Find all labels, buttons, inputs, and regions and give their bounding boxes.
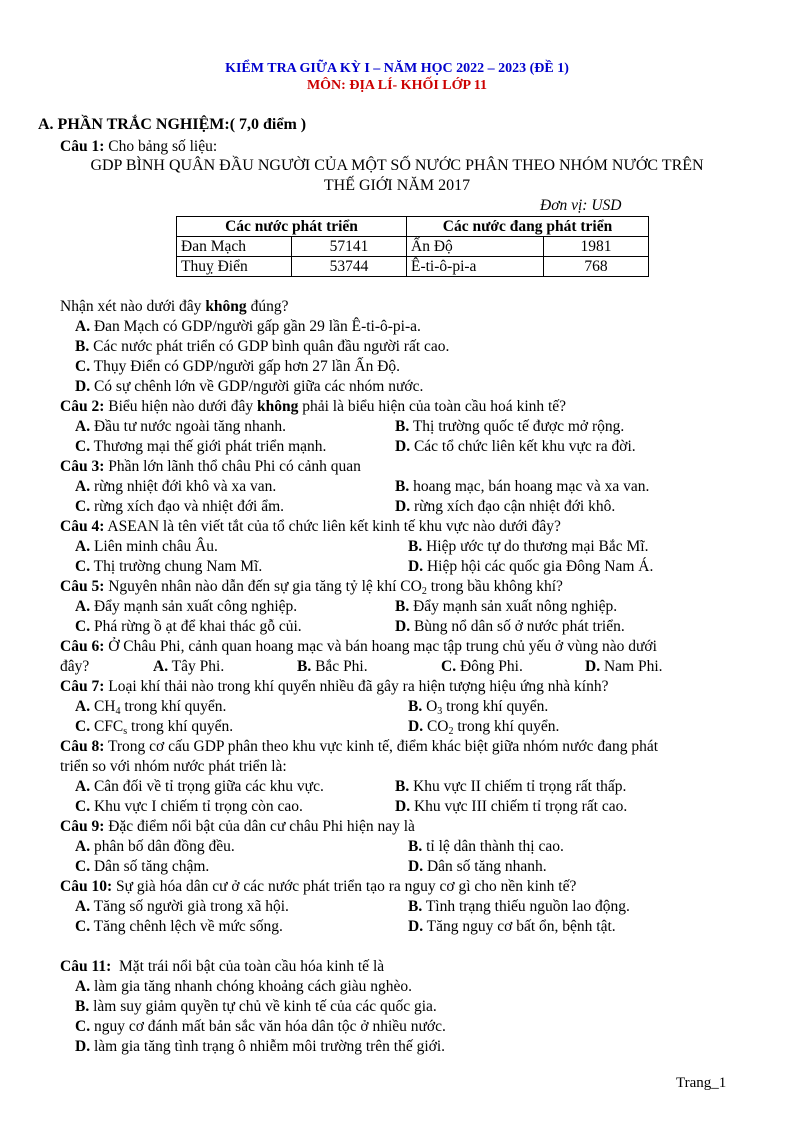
option-letter: C. (75, 618, 91, 635)
question-7-stem (60, 678, 608, 696)
option-text: Dân số tăng chậm. (90, 858, 210, 875)
option-letter: C. (75, 798, 91, 815)
table-cell: Ấn Độ (407, 237, 544, 257)
subscript: 2 (448, 726, 454, 737)
option-text: Thương mại thế giới phát triển mạnh. (90, 438, 327, 455)
q11-option-c[interactable] (75, 1018, 446, 1036)
option-letter: C. (75, 498, 91, 515)
q9-option-a[interactable] (75, 838, 235, 856)
q7-option-c[interactable] (75, 718, 233, 736)
q5-option-b[interactable] (395, 598, 617, 616)
q8-option-b[interactable] (395, 778, 626, 796)
option-letter: C. (75, 358, 91, 375)
option-text: Tình trạng thiếu nguồn lao động. (422, 898, 630, 915)
option-letter: C. (75, 718, 91, 735)
option-letter: A. (153, 658, 169, 675)
question-label: Câu 7: (60, 678, 105, 695)
option-text: Tây Phi. (168, 658, 225, 675)
option-text: rừng xích đạo cận nhiệt đới khô. (410, 498, 616, 515)
question-text: ASEAN là tên viết tắt của tổ chức liên kết kinh tế khu vực nào dưới đây? (104, 518, 561, 535)
option-letter: D. (395, 618, 411, 635)
question-text: trong bầu không khí? (426, 578, 563, 595)
option-text: Hiệp ước tự do thương mại Bắc Mĩ. (422, 538, 649, 555)
table-unit: Đơn vị: USD (540, 197, 622, 214)
option-letter: D. (395, 438, 411, 455)
option-letter: A. (75, 838, 91, 855)
subscript: 3 (437, 706, 443, 717)
question-label: Câu 9: (60, 818, 105, 835)
option-text: làm suy giảm quyền tự chủ về kinh tế của các quốc gia. (89, 998, 437, 1015)
option-text: làm gia tăng nhanh chóng khoảng cách giàu nghèo. (90, 978, 413, 995)
option-text: làm gia tăng tình trạng ô nhiễm môi trường trên thế giới. (90, 1038, 446, 1055)
option-text: trong khí quyển. (120, 698, 227, 715)
table-cell: 53744 (292, 257, 407, 277)
option-text: Dân số tăng nhanh. (423, 858, 547, 875)
option-letter: C. (441, 658, 457, 675)
option-letter: D. (75, 1038, 91, 1055)
option-letter: A. (75, 978, 91, 995)
question-text: Ở Châu Phi, cảnh quan hoang mạc và bán hoang mạc tập trung chủ yếu ở vùng nào dưới (104, 638, 657, 655)
option-text: Tăng chênh lệch về mức sống. (90, 918, 283, 935)
q3-option-a[interactable] (75, 478, 276, 496)
q5-option-d[interactable] (395, 618, 625, 636)
prompt-emphasis: không (205, 298, 247, 315)
option-text: CFC (90, 718, 124, 735)
table-cell: 1981 (544, 237, 649, 257)
q1-option-b[interactable] (75, 338, 449, 356)
table-cell: Thuỵ Điển (177, 257, 292, 277)
exam-title: KIỂM TRA GIỮA KỲ I – NĂM HỌC 2022 – 2023 (ĐỀ 1) (225, 61, 569, 76)
q11-option-a[interactable] (75, 978, 412, 996)
option-text: CH (90, 698, 116, 715)
question-label: Câu 8: (60, 738, 105, 755)
option-text: Nam Phi. (600, 658, 663, 675)
option-letter: B. (297, 658, 312, 675)
option-letter: B. (395, 778, 410, 795)
q2-option-b[interactable] (395, 418, 624, 436)
option-letter: B. (408, 898, 423, 915)
option-letter: B. (408, 838, 423, 855)
option-text: Khu vực III chiếm tỉ trọng rất cao. (410, 798, 628, 815)
option-text: Hiệp hội các quốc gia Đông Nam Á. (423, 558, 654, 575)
table-row (177, 237, 649, 257)
option-text: rừng xích đạo và nhiệt đới ẩm. (90, 498, 285, 515)
gdp-table (176, 216, 649, 277)
option-text: Các nước phát triển có GDP bình quân đầu người rất cao. (89, 338, 450, 355)
q1-option-d[interactable] (75, 378, 423, 396)
question-text: phải là biểu hiện của toàn cầu hoá kinh tế? (298, 398, 567, 415)
table-title-line-1: GDP BÌNH QUÂN ĐẦU NGƯỜI CỦA MỘT SỐ NƯỚC PHÂN THEO NHÓM NƯỚC TRÊN (90, 157, 704, 174)
q10-option-b[interactable] (408, 898, 630, 916)
option-letter: A. (75, 418, 91, 435)
option-text: phân bố dân đồng đều. (90, 838, 235, 855)
option-text: Đan Mạch có GDP/người gấp gần 29 lần Ê-ti-ô-pi-a. (90, 318, 421, 335)
option-letter: B. (395, 478, 410, 495)
question-5-stem (60, 578, 563, 596)
subscript: 2 (421, 586, 427, 597)
q4-option-b[interactable] (408, 538, 649, 556)
q1-option-c[interactable] (75, 358, 400, 376)
option-letter: D. (408, 718, 424, 735)
question-label: Câu 6: (60, 638, 105, 655)
question-label: Câu 4: (60, 518, 105, 535)
q8-option-c[interactable] (75, 798, 303, 816)
table-cell: Ê-ti-ô-pi-a (407, 257, 544, 277)
option-text: Liên minh châu Âu. (90, 538, 218, 555)
subject-title: MÔN: ĐỊA LÍ- KHỐI LỚP 11 (306, 78, 488, 93)
option-letter: D. (408, 558, 424, 575)
option-letter: A. (75, 318, 91, 335)
question-11-stem (60, 958, 384, 976)
question-label: Câu 10: (60, 878, 113, 895)
option-text: trong khí quyển. (442, 698, 549, 715)
option-letter: C. (75, 918, 91, 935)
option-letter: A. (75, 898, 91, 915)
q11-option-b[interactable] (75, 998, 437, 1016)
q3-option-b[interactable] (395, 478, 649, 496)
question-6-stem (60, 638, 657, 656)
question-3-stem (60, 458, 361, 476)
question-label: Câu 5: (60, 578, 105, 595)
option-letter: B. (395, 418, 410, 435)
table-row (177, 257, 649, 277)
option-letter: B. (395, 598, 410, 615)
table-title-line-2: THẾ GIỚI NĂM 2017 (323, 177, 471, 194)
option-text: Khu vực II chiếm tỉ trọng rất thấp. (409, 778, 627, 795)
q5-option-a[interactable] (75, 598, 297, 616)
table-cell: Đan Mạch (177, 237, 292, 257)
question-label: Câu 11: (60, 958, 112, 975)
page-number: Trang_1 (676, 1075, 727, 1091)
q4-option-c[interactable] (75, 558, 262, 576)
header-developed: Các nước phát triển (177, 217, 407, 237)
subscript: 4 (115, 706, 121, 717)
option-text: trong khí quyển. (127, 718, 234, 735)
option-text: Bùng nổ dân số ở nước phát triển. (410, 618, 625, 635)
question-2-stem (60, 398, 566, 416)
option-letter: B. (75, 998, 90, 1015)
option-letter: A. (75, 698, 91, 715)
question-1-stem (60, 138, 217, 156)
option-letter: D. (395, 498, 411, 515)
question-10-stem (60, 878, 576, 896)
q2-option-c[interactable] (75, 438, 326, 456)
option-text: CO (423, 718, 449, 735)
option-text: hoang mạc, bán hoang mạc và xa van. (409, 478, 650, 495)
option-text: Các tổ chức liên kết khu vực ra đời. (410, 438, 636, 455)
option-letter: C. (75, 858, 91, 875)
question-label: Câu 1: (60, 138, 105, 155)
question-6-continuation: đây? (60, 658, 90, 675)
q4-option-d[interactable] (408, 558, 653, 576)
option-text: Phá rừng ồ ạt để khai thác gỗ củi. (90, 618, 302, 635)
q8-option-d[interactable] (395, 798, 627, 816)
question-text: Nguyên nhân nào dẫn đến sự gia tăng tỷ lệ khí CO (104, 578, 422, 595)
option-text: Thị trường quốc tế được mở rộng. (409, 418, 625, 435)
q6-option-b[interactable] (297, 658, 368, 676)
option-letter: D. (408, 918, 424, 935)
question-text: Mặt trái nổi bật của toàn cầu hóa kinh tế là (111, 958, 385, 975)
q9-option-b[interactable] (408, 838, 564, 856)
question-text: Phần lớn lãnh thổ châu Phi có cảnh quan (104, 458, 361, 475)
q3-option-d[interactable] (395, 498, 615, 516)
q7-option-b[interactable] (408, 698, 548, 716)
prompt-text: đúng? (246, 298, 289, 315)
question-1-prompt (60, 298, 288, 316)
question-8-stem (60, 738, 658, 756)
q6-option-c[interactable] (441, 658, 523, 676)
option-text: trong khí quyển. (453, 718, 560, 735)
option-letter: B. (408, 698, 423, 715)
option-letter: A. (75, 598, 91, 615)
option-letter: B. (75, 338, 90, 355)
option-text: Thụy Điển có GDP/người gấp hơn 27 lần Ấn Độ. (90, 358, 401, 375)
option-letter: C. (75, 1018, 91, 1035)
question-9-stem (60, 818, 415, 836)
q11-option-d[interactable] (75, 1038, 445, 1056)
option-text: Khu vực I chiếm tỉ trọng còn cao. (90, 798, 303, 815)
q9-option-c[interactable] (75, 858, 209, 876)
q8-option-a[interactable] (75, 778, 324, 796)
option-letter: A. (75, 478, 91, 495)
option-letter: D. (75, 378, 91, 395)
q7-option-d[interactable] (408, 718, 559, 736)
section-heading: A. PHẦN TRẮC NGHIỆM:( 7,0 điểm ) (38, 116, 307, 133)
option-text: Thị trường chung Nam Mĩ. (90, 558, 263, 575)
option-text: Đẩy mạnh sản xuất nông nghiệp. (409, 598, 618, 615)
question-text: Đặc điểm nổi bật của dân cư châu Phi hiện nay là (104, 818, 415, 835)
option-letter: C. (75, 438, 91, 455)
question-text: Trong cơ cấu GDP phân theo khu vực kinh tế, điểm khác biệt giữa nhóm nước đang phát (104, 738, 659, 755)
header-developing: Các nước đang phát triển (407, 217, 649, 237)
question-emphasis: không (256, 398, 299, 415)
q10-option-d[interactable] (408, 918, 616, 936)
option-text: tỉ lệ dân thành thị cao. (422, 838, 564, 855)
question-label: Câu 2: (60, 398, 105, 415)
option-text: Tăng số người già trong xã hội. (90, 898, 289, 915)
table-header-row (177, 217, 649, 237)
question-text: Loại khí thải nào trong khí quyển nhiều đã gây ra hiện tượng hiệu ứng nhà kính? (104, 678, 609, 695)
q6-option-d[interactable] (585, 658, 663, 676)
q6-option-a[interactable] (153, 658, 224, 676)
option-text: Đầu tư nước ngoài tăng nhanh. (90, 418, 286, 435)
question-4-stem (60, 518, 561, 536)
option-letter: B. (408, 538, 423, 555)
option-letter: A. (75, 778, 91, 795)
q1-option-a[interactable] (75, 318, 421, 336)
option-text: Có sự chênh lớn về GDP/người giữa các nhóm nước. (90, 378, 424, 395)
q4-option-a[interactable] (75, 538, 218, 556)
q9-option-d[interactable] (408, 858, 547, 876)
option-text: Đẩy mạnh sản xuất công nghiệp. (90, 598, 298, 615)
option-letter: A. (75, 538, 91, 555)
option-text: nguy cơ đánh mất bản sắc văn hóa dân tộc ở nhiều nước. (90, 1018, 446, 1035)
option-letter: C. (75, 558, 91, 575)
q10-option-c[interactable] (75, 918, 283, 936)
q10-option-a[interactable] (75, 898, 289, 916)
q5-option-c[interactable] (75, 618, 302, 636)
q2-option-d[interactable] (395, 438, 636, 456)
option-letter: D. (408, 858, 424, 875)
option-text: Tăng nguy cơ bất ổn, bệnh tật. (423, 918, 616, 935)
question-text: Biểu hiện nào dưới đây (104, 398, 257, 415)
question-8-continuation: triển so với nhóm nước phát triển là: (60, 758, 287, 775)
question-label: Câu 3: (60, 458, 105, 475)
table-cell: 57141 (292, 237, 407, 257)
option-text: rừng nhiệt đới khô và xa van. (90, 478, 277, 495)
question-text: Cho bảng số liệu: (104, 138, 218, 155)
option-text: Bắc Phi. (311, 658, 368, 675)
question-text: Sự già hóa dân cư ở các nước phát triển tạo ra nguy cơ gì cho nền kinh tế? (112, 878, 577, 895)
q7-option-a[interactable] (75, 698, 226, 716)
option-letter: D. (585, 658, 601, 675)
prompt-text: Nhận xét nào dưới đây (60, 298, 206, 315)
q3-option-c[interactable] (75, 498, 284, 516)
option-text: Đông Phi. (456, 658, 523, 675)
q2-option-a[interactable] (75, 418, 286, 436)
option-text: Cân đối về tỉ trọng giữa các khu vực. (90, 778, 324, 795)
option-text: O (422, 698, 438, 715)
subscript: s (123, 726, 128, 737)
table-cell: 768 (544, 257, 649, 277)
option-letter: D. (395, 798, 411, 815)
